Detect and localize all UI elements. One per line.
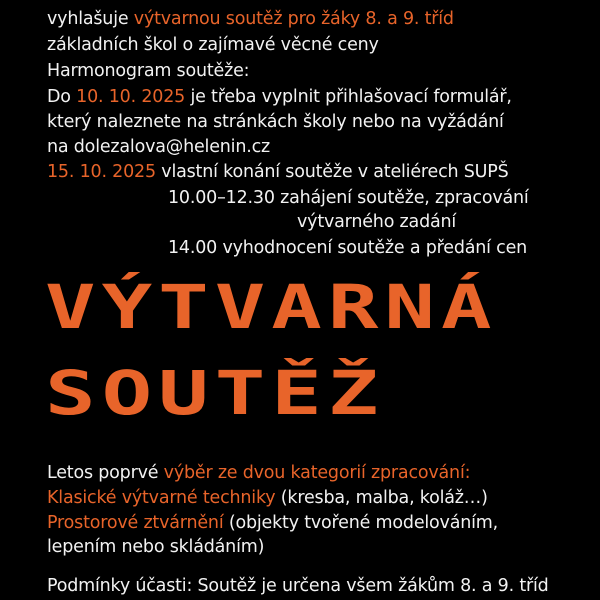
time-1: 10.00–12.30 zahájení soutěže, zpracování	[168, 188, 529, 208]
deadline-text: je třeba vyplnit přihlašovací formulář,	[185, 87, 512, 107]
category-2	[47, 513, 498, 534]
deadline-date: 10. 10. 2025	[76, 87, 186, 107]
category-1-desc: (kresba, malba, koláž…)	[275, 488, 488, 508]
category-1	[47, 488, 488, 509]
letos-text: Letos poprvé	[47, 463, 164, 483]
time-2: 14.00 vyhodnocení soutěže a předání cen	[168, 238, 528, 258]
conditions-line: Podmínky účasti: Soutěž je určena všem žákům 8. a 9. tříd	[47, 576, 549, 596]
time-1-cont: výtvarného zadání	[297, 212, 457, 232]
event-date: 15. 10. 2025	[47, 162, 156, 182]
category-2-desc: (objekty tvořené modelováním,	[223, 513, 498, 533]
intro-highlight: výtvarnou soutěž pro žáky 8. a 9. tříd	[133, 9, 454, 29]
event-text: vlastní konání soutěže v ateliérech SUPŠ	[155, 162, 509, 182]
intro-line	[47, 9, 454, 30]
deadline-prefix: Do	[47, 87, 77, 107]
schedule-heading: Harmonogram soutěže:	[47, 61, 250, 81]
intro-line-2: základních škol o zajímavé věcné ceny	[47, 35, 379, 55]
event-line	[47, 162, 509, 183]
category-2-desc-2: lepením nebo skládáním)	[47, 537, 265, 557]
deadline-email: na dolezalova@helenin.cz	[47, 137, 270, 157]
letos-line	[47, 463, 470, 484]
letos-highlight: výběr ze dvou kategorií zpracování:	[163, 463, 471, 483]
category-2-name: Prostorové ztvárnění	[47, 513, 224, 533]
title-line-2: SOUTĚŽ	[45, 358, 385, 429]
category-1-name: Klasické výtvarné techniky	[47, 488, 276, 508]
title-line-1: VÝTVARNÁ	[45, 272, 498, 343]
deadline-line-2: který naleznete na stránkách školy nebo na vyžádání	[47, 112, 504, 132]
intro-text: vyhlašuje	[47, 9, 134, 29]
deadline-line	[47, 87, 512, 108]
